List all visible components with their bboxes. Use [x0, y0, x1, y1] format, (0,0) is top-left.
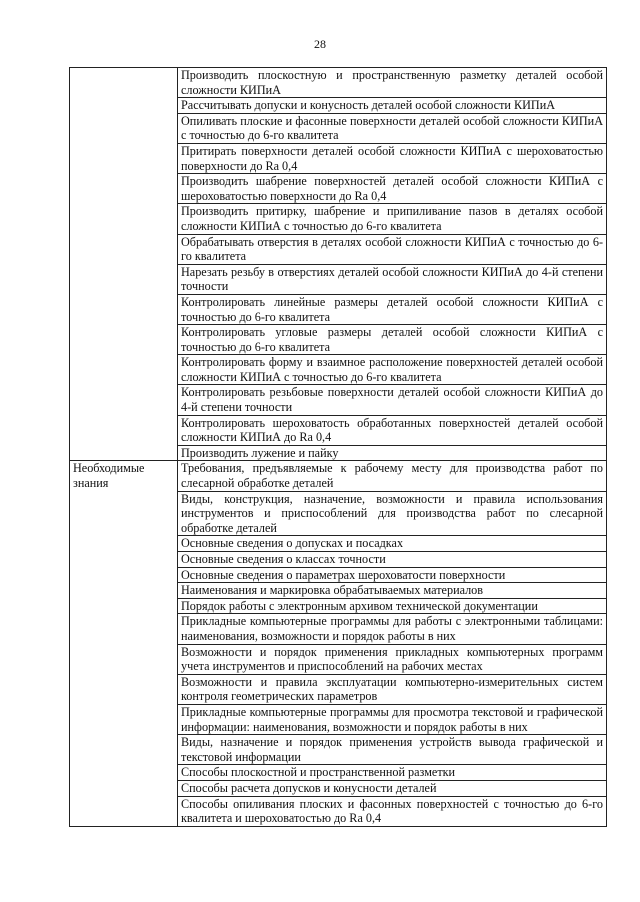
competency-table — [69, 67, 607, 827]
table-cell-item: Производить лужение и пайку — [178, 445, 607, 461]
table-cell-item: Производить притирку, шабрение и припиливание пазов в деталях особой сложности КИПиА с точностью до 6-го квалитета — [178, 204, 607, 234]
table-cell-item: Контролировать шероховатость обработанных поверхностей деталей особой сложности КИПиА до Ra 0,4 — [178, 415, 607, 445]
table-cell-item: Наименования и маркировка обрабатываемых материалов — [178, 583, 607, 599]
table-cell-item: Требования, предъявляемые к рабочему месту для производства работ по слесарной обработке деталей — [178, 461, 607, 491]
page-number: 28 — [314, 37, 326, 51]
table-cell-item: Прикладные компьютерные программы для работы с электронными таблицами: наименования, возможности и порядок работы в них — [178, 614, 607, 644]
table-cell-item: Рассчитывать допуски и конусность деталей особой сложности КИПиА — [178, 98, 607, 114]
table-cell-item: Возможности и порядок применения прикладных компьютерных программ учета инструментов и приспособлений на рабочих местах — [178, 644, 607, 674]
table-cell-item: Виды, назначение и порядок применения устройств вывода графической и текстовой информации — [178, 735, 607, 765]
table-cell-item: Опиливать плоские и фасонные поверхности деталей особой сложности КИПиА с точностью до 6-го квалитета — [178, 113, 607, 143]
table-row — [70, 68, 607, 98]
table-cell-item: Контролировать линейные размеры деталей особой сложности КИПиА с точностью до 6-го квалитета — [178, 294, 607, 324]
table-cell-item: Способы расчета допусков и конусности деталей — [178, 780, 607, 796]
table-cell-item: Основные сведения о допусках и посадках — [178, 536, 607, 552]
table-cell-item: Притирать поверхности деталей особой сложности КИПиА с шероховатостью поверхности до Ra 0,4 — [178, 143, 607, 173]
table-cell-item: Контролировать форму и взаимное расположение поверхностей деталей особой сложности КИПиА с точностью до 6-го квалитета — [178, 355, 607, 385]
table-cell-item: Основные сведения о параметрах шероховатости поверхности — [178, 567, 607, 583]
section-label: Необходимые знания — [70, 461, 178, 826]
table-row — [70, 461, 607, 491]
table-cell-item: Способы опиливания плоских и фасонных поверхностей с точностью до 6-го квалитета и шероховатостью до Ra 0,4 — [178, 796, 607, 826]
table-cell-item: Порядок работы с электронным архивом технической документации — [178, 598, 607, 614]
table-cell-item: Прикладные компьютерные программы для просмотра текстовой и графической информации: наименования, возможности и порядок работы в них — [178, 704, 607, 734]
table-cell-item: Виды, конструкция, назначение, возможности и правила использования инструментов и приспособлений для производства работ по слесарной обработке деталей — [178, 491, 607, 536]
section-label — [70, 68, 178, 461]
table-cell-item: Контролировать угловые размеры деталей особой сложности КИПиА с точностью до 6-го квалитета — [178, 325, 607, 355]
table-cell-item: Возможности и правила эксплуатации компьютерно-измерительных систем контроля геометрических параметров — [178, 674, 607, 704]
table-cell-item: Способы плоскостной и пространственной разметки — [178, 765, 607, 781]
table-cell-item: Основные сведения о классах точности — [178, 552, 607, 568]
table-cell-item: Контролировать резьбовые поверхности деталей особой сложности КИПиА до 4-й степени точности — [178, 385, 607, 415]
table-cell-item: Производить плоскостную и пространственную разметку деталей особой сложности КИПиА — [178, 68, 607, 98]
table-cell-item: Производить шабрение поверхностей деталей особой сложности КИПиА с шероховатостью поверхности до Ra 0,4 — [178, 174, 607, 204]
table-cell-item: Нарезать резьбу в отверстиях деталей особой сложности КИПиА до 4-й степени точности — [178, 264, 607, 294]
table-cell-item: Обрабатывать отверстия в деталях особой сложности КИПиА с точностью до 6-го квалитета — [178, 234, 607, 264]
